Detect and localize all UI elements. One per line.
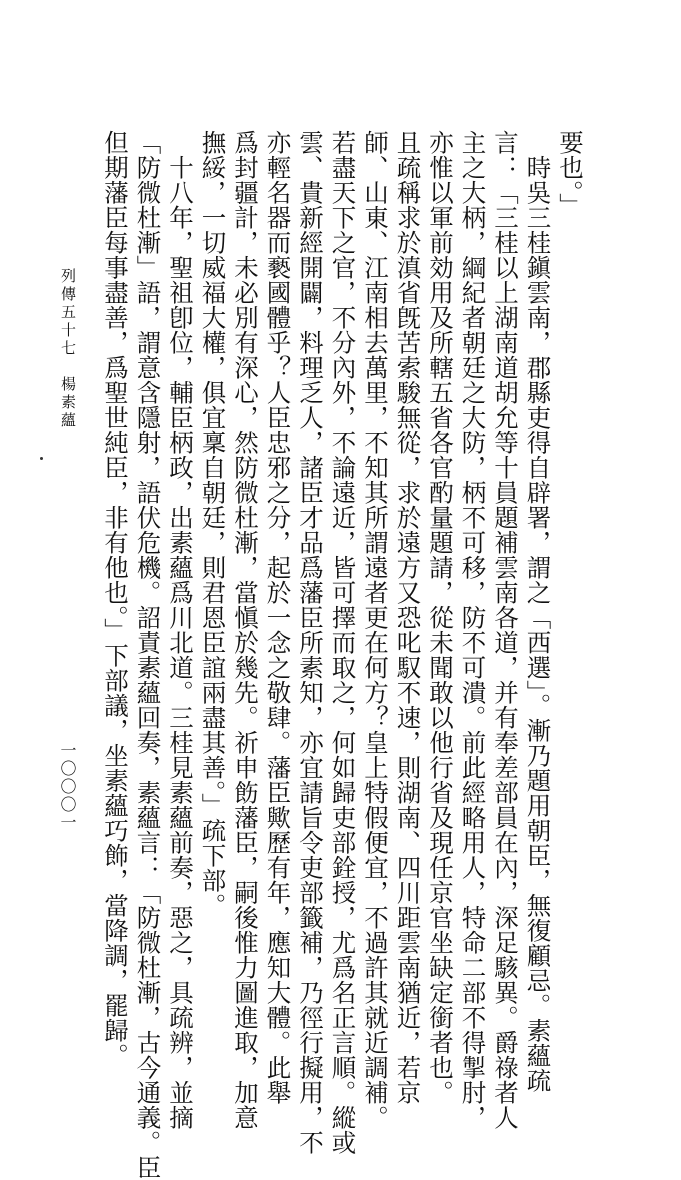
text-column: 爲封疆計，未必別有深心，然防微杜漸，當愼於幾先。祈申飭藩臣，嗣後惟力圖進取，加意 [231, 130, 260, 1130]
text-column: 主之大柄，綱紀者朝廷之大防，柄不可移，防不可潰。前此經略用人，特命二部不得掣肘， [458, 130, 488, 1130]
page-number: 一〇〇〇一 [58, 742, 77, 832]
text-column: 且疏稱求於滇省旣苦索駿無從，求於遠方又恐叱馭不速，則湖南、四川距雲南猶近，若京 [393, 130, 423, 1105]
text-column: 亦惟以軍前効用及所轄五省各官酌量題請，從未聞敢以他行省及現任京官坐缺定銜者也。 [426, 130, 455, 1105]
text-column: 時吳三桂鎭雲南，郡縣吏得自辟署，謂之「西選」。漸乃題用朝臣，無復顧忌。素蘊疏 [523, 130, 553, 1093]
text-column: 十八年，聖祖卽位，輔臣柄政，出素蘊爲川北道。三桂見素蘊前奏，惡之，具疏辨，並摘 [166, 130, 195, 1130]
text-column: 亦輕名器而褻國體乎？人臣忠邪之分，起於一念之敬肆。藩臣歟歷有年，應知大體。此舉 [263, 130, 293, 1105]
text-column: 但期藩臣每事盡善，爲聖世純臣，非有他也。」下部議，坐素蘊巧飾，當降調，罷歸。 [101, 130, 130, 1068]
main-text [99, 130, 587, 1180]
text-column: 師、山東、江南相去萬里，不知其所謂遠者更在何方？皇上特假便宜，不過許其就近調補。 [361, 130, 390, 1130]
ink-mark [40, 457, 43, 460]
text-column: 撫綏，一切威福大權，俱宜稟自朝廷，則君恩臣誼兩盡其善。」疏下部。 [198, 130, 228, 918]
text-column: 要也。」 [556, 130, 585, 218]
text-column: 若盡天下之官，不分內外，不論遠近，皆可擇而取之，何如歸吏部銓授，尤爲名正言順。縱或 [328, 130, 358, 1155]
text-column: 「防微杜漸」語，謂意含隱射，語伏危機。詔責素蘊回奏，素蘊言：「防微杜漸，古今通義。臣 [133, 130, 163, 1180]
text-column: 言：「三桂以上湖南道胡允等十員題補雲南各道，并有奉差部員在內，深足駭異。爵祿者人 [491, 130, 520, 1130]
running-head: 列傳五十七 楊素蘊 [59, 268, 77, 430]
text-column: 雲、貴新經開闢，料理乏人，諸臣才品爲藩臣所素知，亦宜請旨令吏部籤補，乃徑行擬用，不 [296, 130, 325, 1155]
